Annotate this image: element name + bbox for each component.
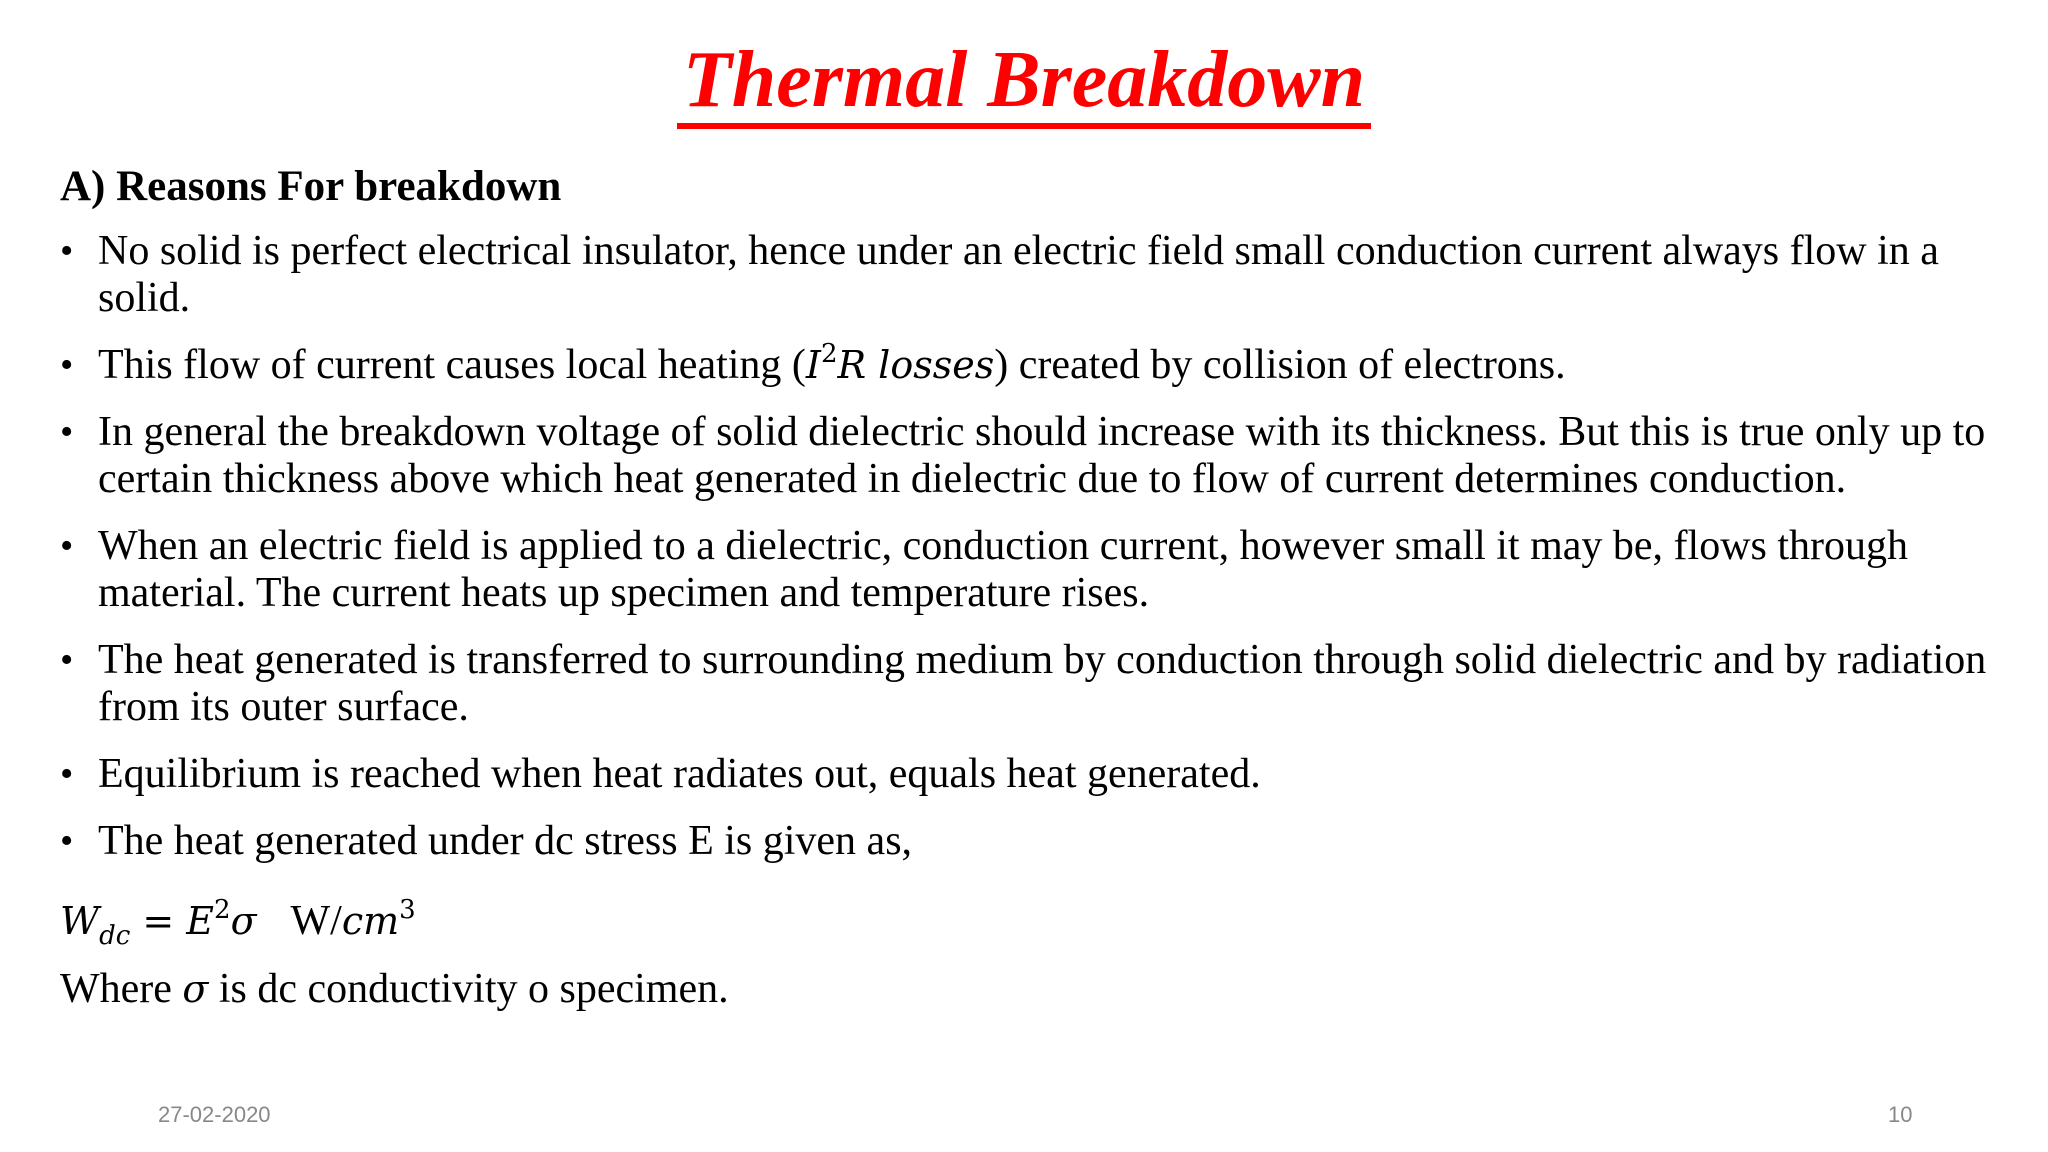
formula-lhs-base: W	[60, 899, 100, 943]
formula-unit	[290, 895, 416, 944]
formula-rhs	[186, 895, 257, 943]
bullet-text: Equilibrium is reached when heat radiates out, equals heat generated.	[98, 751, 1261, 797]
bullet-marker: •	[60, 230, 74, 272]
bullet-marker: •	[60, 411, 74, 453]
slide-title-text: Thermal Breakdown	[677, 37, 1371, 129]
where-text-after: is dc conductivity o specimen.	[208, 966, 729, 1012]
bullet-item	[60, 228, 2010, 322]
math-base: I	[805, 343, 821, 387]
bullet-item	[60, 751, 2010, 798]
slide-title	[0, 30, 2048, 130]
formula-rhs-superscript: 2	[214, 895, 231, 925]
bullet-text: The heat generated under dc stress E is given as,	[98, 818, 913, 864]
formula-unit-base: cm	[341, 899, 400, 943]
where-line	[60, 964, 729, 1014]
bullet-text-before: This flow of current causes local heating (	[98, 342, 806, 388]
math-rest: R losses	[837, 343, 995, 387]
bullet-item	[60, 339, 2010, 389]
formula-sigma: σ	[230, 899, 257, 943]
bullet-marker: •	[60, 820, 74, 862]
formula-equals: =	[130, 899, 187, 943]
formula-lhs	[60, 899, 131, 951]
bullet-text: In general the breakdown voltage of solid dielectric should increase with its thickness. But this is true only up to certain thickness above which heat generated in dielectric due to flow of current determines conduction.	[98, 409, 1986, 502]
formula-unit-superscript: 3	[399, 895, 416, 925]
where-text-before: Where	[60, 966, 183, 1012]
formula-unit-cm	[341, 895, 416, 943]
math-superscript: 2	[820, 339, 838, 369]
footer-date: 27-02-2020	[158, 1102, 271, 1127]
section-heading: A) Reasons For breakdown	[60, 163, 562, 210]
bullet-marker: •	[60, 344, 74, 386]
bullet-item	[60, 818, 2010, 865]
bullet-item	[60, 523, 2010, 617]
bullet-item	[60, 409, 2010, 503]
bullet-marker: •	[60, 639, 74, 681]
bullet-item	[60, 637, 2010, 731]
formula-unit-prefix: W/	[290, 898, 342, 944]
where-sigma: σ	[182, 967, 209, 1011]
math-i2r-losses	[805, 339, 995, 387]
bullet-marker: •	[60, 525, 74, 567]
heat-formula	[60, 895, 416, 951]
slide-number: 10	[1888, 1102, 1913, 1127]
bullet-text: When an electric field is applied to a dielectric, conduction current, however small it may be, flows through material. The current heats up specimen and temperature rises.	[98, 523, 1909, 616]
bullet-text: The heat generated is transferred to surrounding medium by conduction through solid dielectric and by radiation from its outer surface.	[98, 637, 1987, 730]
bullet-list	[60, 228, 2010, 885]
bullet-text-after: ) created by collision of electrons.	[994, 342, 1566, 388]
formula-lhs-subscript: dc	[99, 921, 131, 951]
bullet-marker: •	[60, 753, 74, 795]
bullet-text: No solid is perfect electrical insulator, hence under an electric field small conduction current always flow in a solid.	[98, 228, 1939, 321]
formula-rhs-base: E	[186, 899, 215, 943]
